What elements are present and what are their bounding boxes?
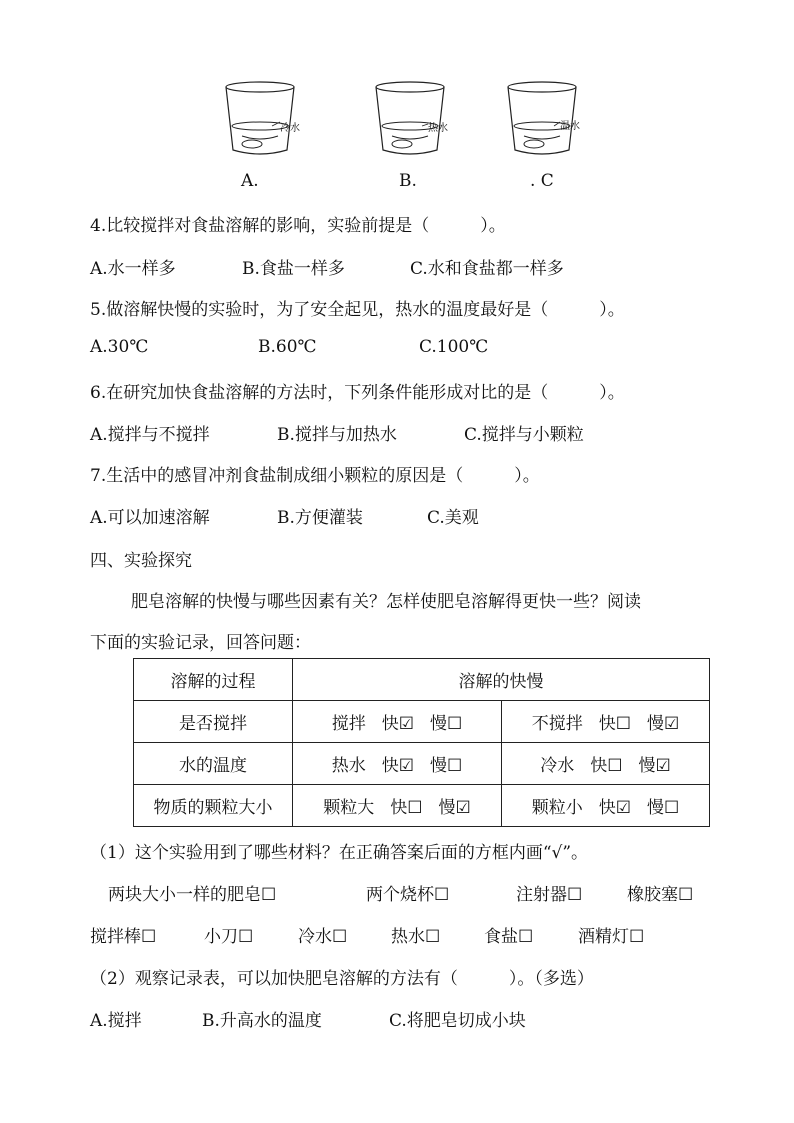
fast-checkbox: 快☑ (381, 756, 414, 776)
option-c: C.100℃ (419, 337, 489, 357)
slow-checkbox: 慢☐ (430, 714, 463, 734)
condition-label: 冷水 (540, 756, 575, 776)
fast-checkbox: 快☑ (598, 798, 631, 818)
sub-question-2-stem: （2）观察记录表，可以加快肥皂溶解的方法有（ ）。（多选） (90, 969, 594, 989)
question-6-stem: 6.在研究加快食盐溶解的方法时，下列条件能形成对比的是（ ）。 (90, 383, 625, 403)
material-checkbox[interactable]: 两块大小一样的肥皂☐ (108, 885, 277, 905)
option-b: B.方便灌装 (277, 508, 363, 528)
material-checkbox[interactable]: 橡胶塞☐ (627, 885, 694, 905)
option-a: A.搅拌与不搅拌 (90, 425, 210, 445)
left-cell (293, 785, 502, 827)
material-checkbox[interactable]: 冷水☐ (298, 927, 348, 947)
factor-cell: 是否搅拌 (134, 701, 293, 743)
question-7-stem: 7.生活中的感冒冲剂食盐制成细小颗粒的原因是（ ）。 (90, 466, 540, 486)
question-5-stem: 5.做溶解快慢的实验时，为了安全起见，热水的温度最好是（ ）。 (90, 300, 625, 320)
fast-checkbox: 快☐ (598, 714, 631, 734)
material-checkbox[interactable]: 小刀☐ (204, 927, 254, 947)
option-a: A.搅拌 (90, 1011, 142, 1031)
option-c: C.水和食盐都一样多 (410, 259, 564, 279)
question-4-stem: 4.比较搅拌对食盐溶解的影响，实验前提是（ ）。 (90, 216, 506, 236)
material-checkbox[interactable]: 搅拌棒☐ (90, 927, 157, 947)
table-row (134, 701, 710, 743)
slow-checkbox: 慢☑ (438, 798, 471, 818)
condition-label: 不搅拌 (531, 714, 583, 734)
factor-cell: 物质的颗粒大小 (134, 785, 293, 827)
table-row (134, 785, 710, 827)
option-b: B.搅拌与加热水 (277, 425, 397, 445)
option-b: B.60℃ (258, 337, 317, 357)
fast-checkbox: 快☐ (390, 798, 423, 818)
material-checkbox[interactable]: 注射器☐ (516, 885, 583, 905)
right-cell (502, 701, 710, 743)
material-checkbox[interactable]: 酒精灯☐ (578, 927, 645, 947)
figure-label-a: A. (241, 171, 259, 191)
table-row (134, 743, 710, 785)
material-checkbox[interactable]: 食盐☐ (484, 927, 534, 947)
sub-question-1-stem: （1）这个实验用到了哪些材料？在正确答案后面的方框内画“√”。 (90, 843, 589, 863)
condition-label: 搅拌 (331, 714, 366, 734)
header-cell: 溶解的过程 (134, 659, 293, 701)
material-checkbox[interactable]: 热水☐ (391, 927, 441, 947)
option-a: A.水一样多 (90, 259, 176, 279)
right-cell (502, 743, 710, 785)
option-c: C.搅拌与小颗粒 (464, 425, 584, 445)
condition-label: 热水 (331, 756, 366, 776)
option-a: A.可以加速溶解 (90, 508, 210, 528)
option-c: C.将肥皂切成小块 (389, 1011, 526, 1031)
slow-checkbox: 慢☑ (647, 714, 680, 734)
left-cell (293, 743, 502, 785)
figure-label-b: B. (399, 171, 417, 191)
factor-cell: 水的温度 (134, 743, 293, 785)
section-intro-line-2: 下面的实验记录，回答问题： (90, 633, 311, 653)
water-label: 冷水 (280, 123, 300, 134)
slow-checkbox: 慢☐ (430, 756, 463, 776)
option-b: B.升高水的温度 (202, 1011, 322, 1031)
option-a: A.30℃ (90, 337, 149, 357)
fast-checkbox: 快☐ (590, 756, 623, 776)
option-b: B.食盐一样多 (242, 259, 345, 279)
option-c: C.美观 (427, 508, 479, 528)
experiment-record-table (133, 658, 710, 827)
table-header-row (134, 659, 710, 701)
slow-checkbox: 慢☐ (647, 798, 680, 818)
section-heading: 四、实验探究 (90, 551, 192, 571)
condition-label: 颗粒大 (323, 798, 375, 818)
figure-label-c: . C (530, 171, 554, 191)
fast-checkbox: 快☑ (381, 714, 414, 734)
right-cell (502, 785, 710, 827)
condition-label: 颗粒小 (531, 798, 583, 818)
section-intro-line-1: 肥皂溶解的快慢与哪些因素有关？怎样使肥皂溶解得更快一些？阅读 (131, 592, 641, 612)
slow-checkbox: 慢☑ (638, 756, 671, 776)
header-cell: 溶解的快慢 (293, 659, 710, 701)
material-checkbox[interactable]: 两个烧杯☐ (366, 885, 450, 905)
left-cell (293, 701, 502, 743)
water-label: 温水 (560, 121, 580, 132)
water-label: 热水 (428, 123, 448, 134)
